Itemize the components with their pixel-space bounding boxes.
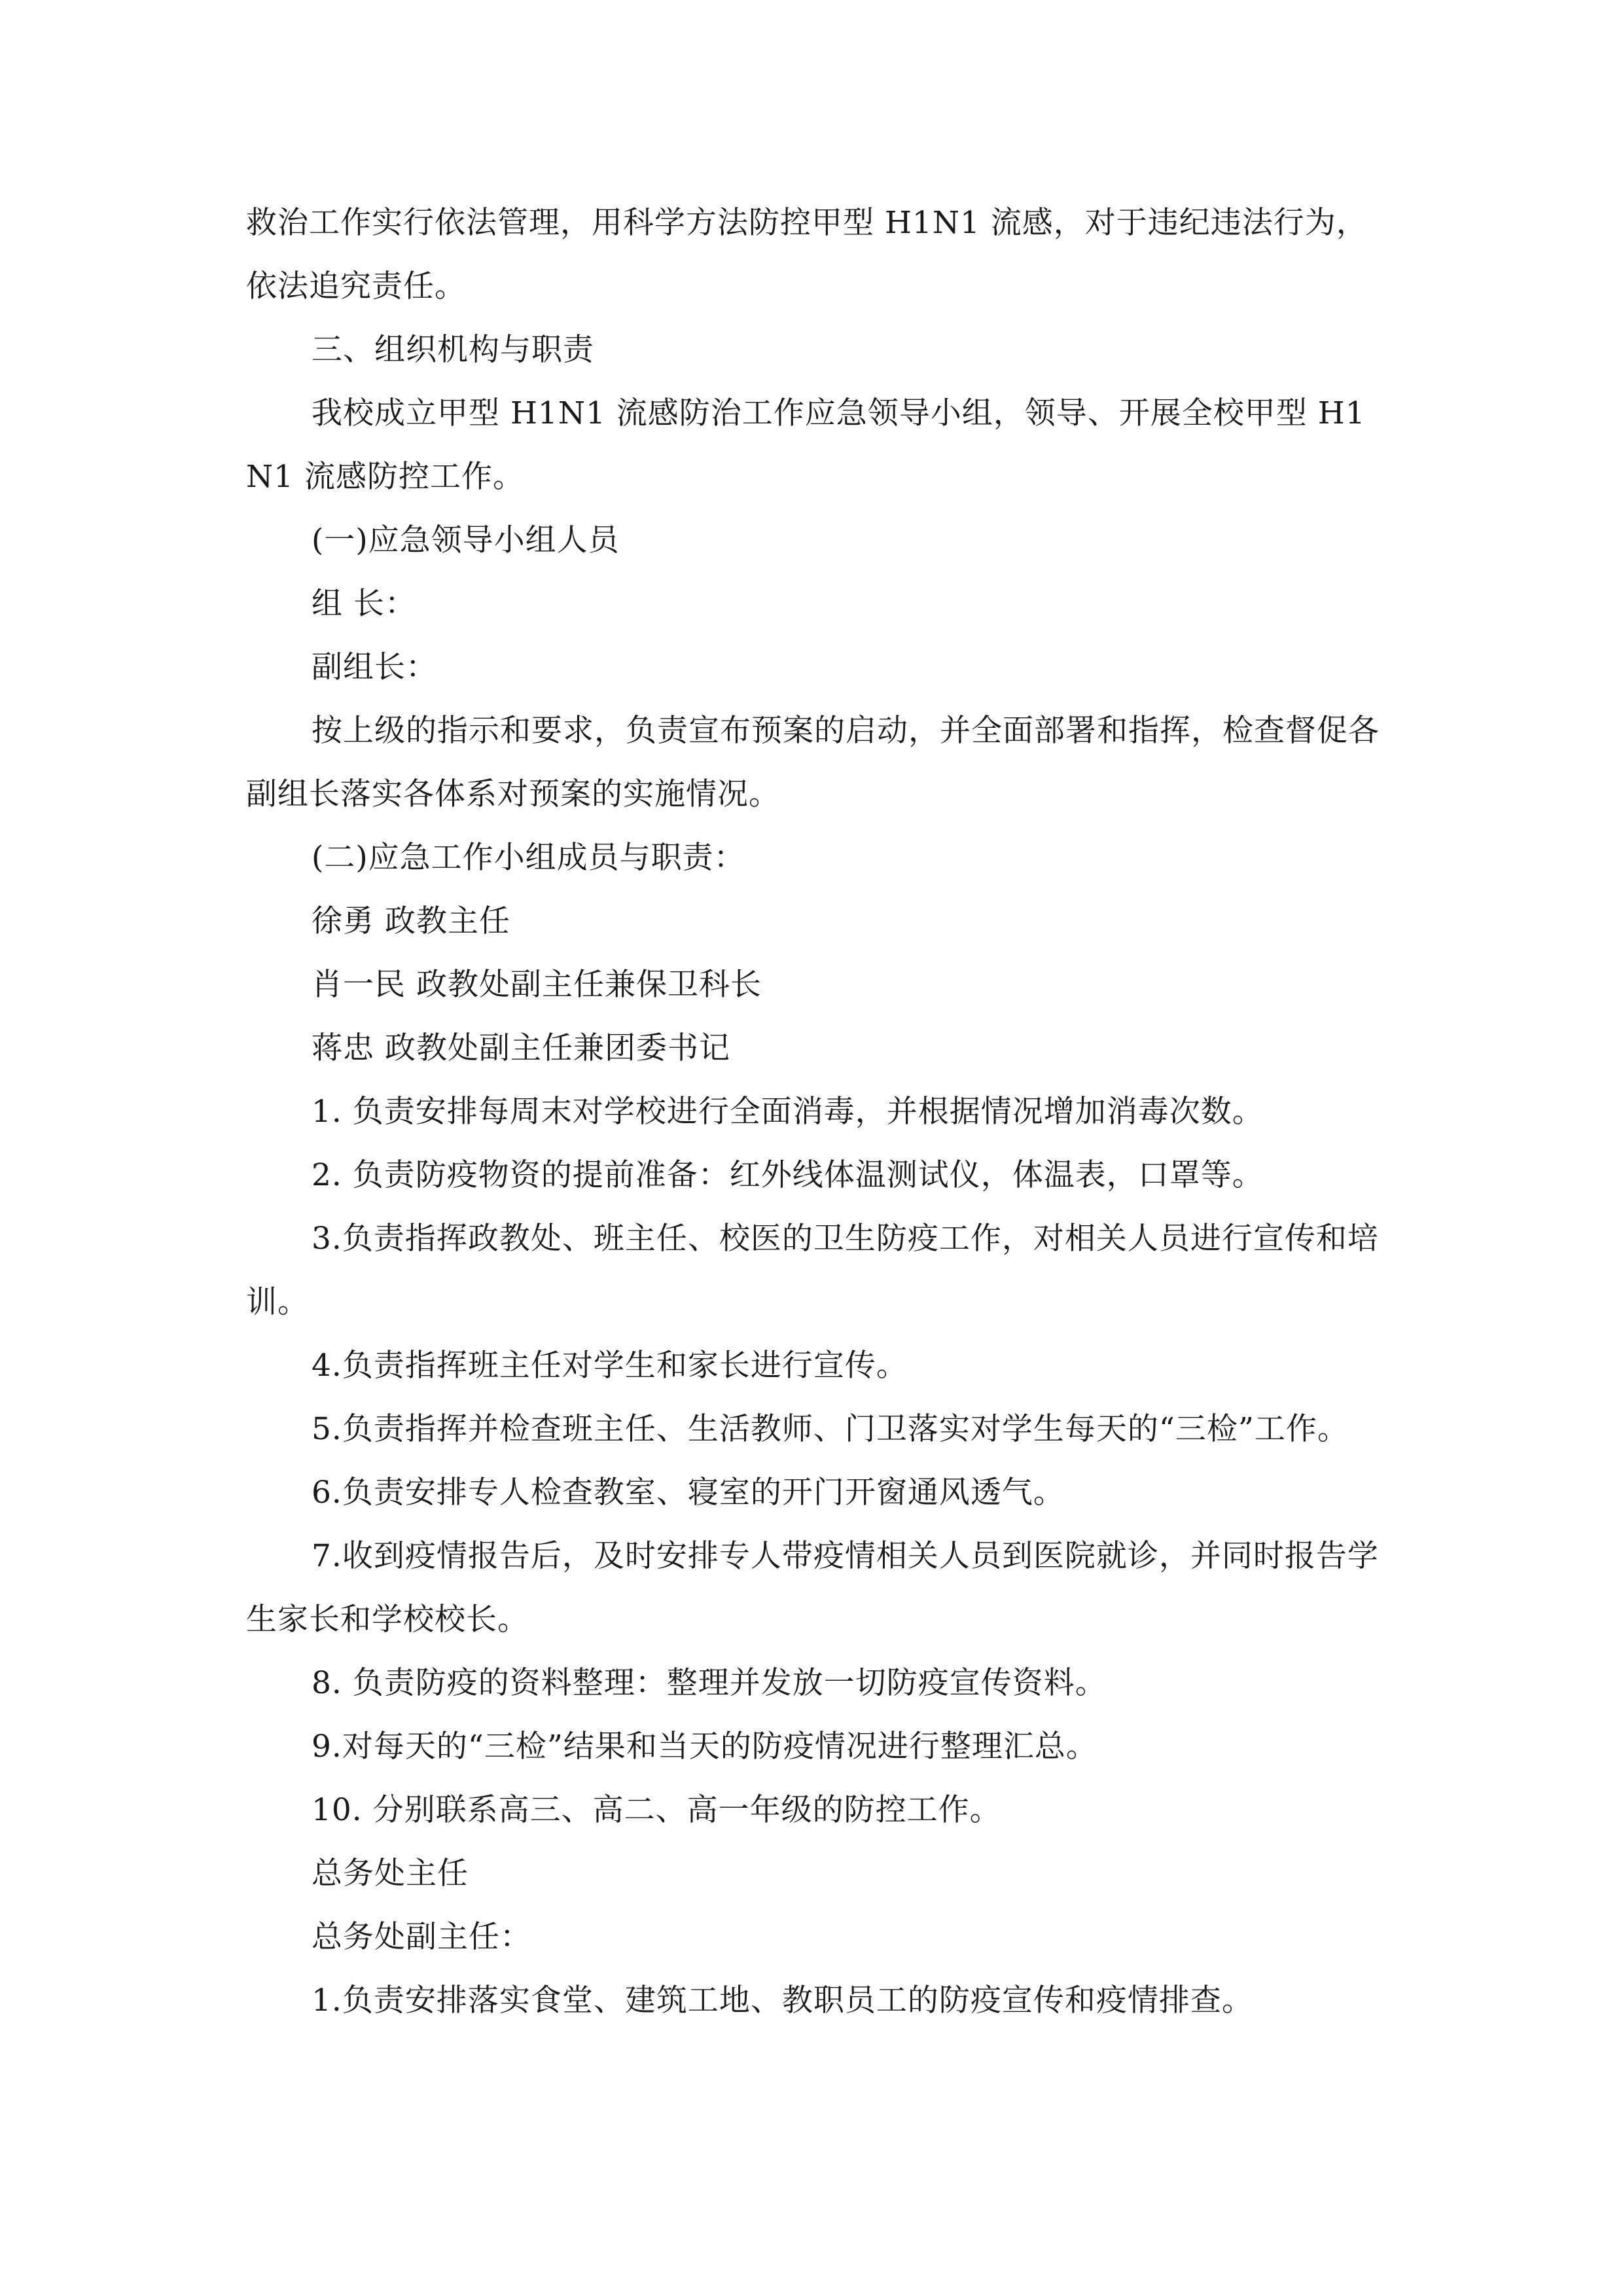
role-line: 总务处主任: [312, 1856, 469, 1892]
document-body: [246, 191, 1385, 2032]
member-line: 徐勇 政教主任: [312, 903, 510, 939]
list-item: 9.对每天的“三检”结果和当天的防疫情况进行整理汇总。: [312, 1729, 1097, 1765]
paragraph: 救治工作实行依法管理，用科学方法防控甲型 H1N1 流感，对于违纪违法行为，依法追究责任。: [246, 205, 1368, 304]
list-item: 8. 负责防疫的资料整理：整理并发放一切防疫宣传资料。: [312, 1665, 1107, 1701]
role-line: 总务处副主任：: [312, 1919, 531, 1955]
list-item: 2. 负责防疫物资的提前准备：红外线体温测试仪，体温表，口罩等。: [312, 1157, 1264, 1193]
section-heading: 三、组织机构与职责: [312, 332, 594, 368]
list-item: 6.负责安排专人检查教室、寝室的开门开窗通风透气。: [312, 1475, 1065, 1511]
member-line: 肖一民 政教处副主任兼保卫科长: [312, 967, 762, 1003]
paragraph: 我校成立甲型 H1N1 流感防治工作应急领导小组，领导、开展全校甲型 H1N1 流感防控工作。: [246, 395, 1366, 495]
role-line: 副组长：: [312, 649, 437, 685]
list-item: 1. 负责安排每周末对学校进行全面消毒，并根据情况增加消毒次数。: [312, 1094, 1264, 1130]
role-line: 组 长：: [312, 586, 416, 622]
list-item: 5.负责指挥并检查班主任、生活教师、门卫落实对学生每天的“三检”工作。: [312, 1411, 1349, 1447]
list-item: 1.负责安排落实食堂、建筑工地、教职员工的防疫宣传和疫情排查。: [312, 1982, 1253, 2018]
member-line: 蒋忠 政教处副主任兼团委书记: [312, 1030, 730, 1066]
subsection-heading: (一)应急领导小组人员: [312, 522, 620, 558]
list-item: 7.收到疫情报告后，及时安排专人带疫情相关人员到医院就诊，并同时报告学生家长和学校校长。: [246, 1538, 1379, 1638]
list-item: 10. 分别联系高三、高二、高一年级的防控工作。: [312, 1792, 1001, 1828]
subsection-heading: (二)应急工作小组成员与职责：: [312, 840, 745, 876]
paragraph: 按上级的指示和要求，负责宣布预案的启动，并全面部署和指挥，检查督促各副组长落实各体系对预案的实施情况。: [246, 713, 1380, 812]
list-item: 4.负责指挥班主任对学生和家长进行宣传。: [312, 1348, 908, 1384]
list-item: 3.负责指挥政教处、班主任、校医的卫生防疫工作，对相关人员进行宣传和培训。: [246, 1221, 1379, 1320]
